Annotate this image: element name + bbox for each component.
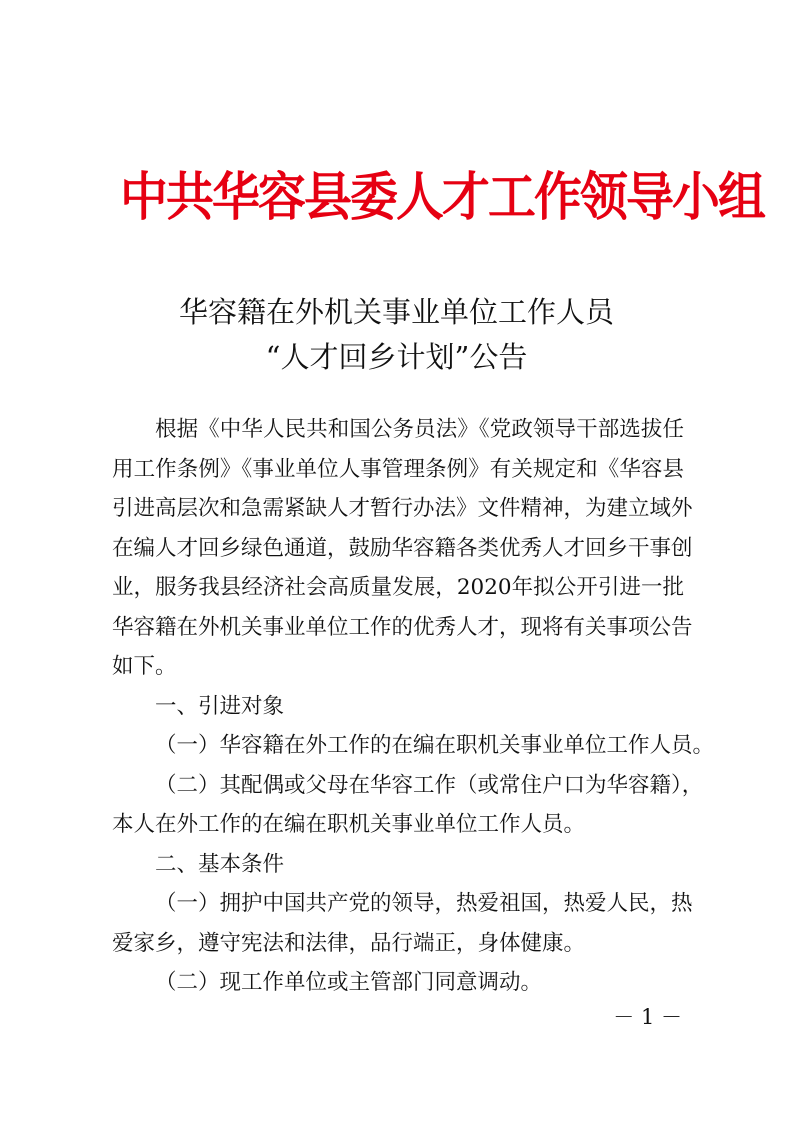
section2-item-1-line-2: 爱家乡，遵守宪法和法律，品行端正，身体健康。 <box>112 930 586 956</box>
intro-line-2: 用工作条例》《事业单位人事管理条例》有关规定和《华容县 <box>112 456 684 482</box>
section1-item-2 <box>112 766 704 845</box>
section2-item-1 <box>112 884 693 963</box>
section1-item-1-text: （一）华容籍在外工作的在编在职机关事业单位工作人员。 <box>155 733 715 758</box>
intro-line-7: 如下。 <box>112 654 177 679</box>
notice-title-line-2: “人才回乡计划”公告 <box>265 340 528 374</box>
intro-line-6: 华容籍在外机关事业单位工作的优秀人才，现将有关事项公告 <box>112 614 693 640</box>
intro-paragraph <box>112 410 693 687</box>
section-heading-recruitment-targets: 一、引进对象 <box>155 693 285 719</box>
intro-line-5: 业，服务我县经济社会高质量发展，2020年拟公开引进一批 <box>112 575 684 600</box>
document-body <box>112 410 715 1003</box>
section1-item-2-line-2: 本人在外工作的在编在职机关事业单位工作人员。 <box>112 812 586 837</box>
notice-title-line-1: 华容籍在外机关事业单位工作人员 <box>178 295 614 329</box>
section1-item-2-line-1: （二）其配偶或父母在华容工作（或常住户口为华容籍）， <box>155 772 704 798</box>
issuing-organization-header: 中共华容县委人才工作领导小组 <box>120 167 765 228</box>
section-heading-basic-conditions: 二、基本条件 <box>155 851 285 877</box>
section2-item-2-text: （二）现工作单位或主管部门同意调动。 <box>155 970 543 995</box>
intro-line-3: 引进高层次和急需紧缺人才暂行办法》文件精神，为建立域外 <box>112 496 693 521</box>
intro-line-4: 在编人才回乡绿色通道，鼓励华容籍各类优秀人才回乡干事创 <box>112 535 693 561</box>
section2-item-2 <box>112 963 684 1003</box>
page-number: － 1 － <box>613 1005 682 1029</box>
section1-item-1 <box>112 726 715 766</box>
intro-line-1: 根据《中华人民共和国公务员法》《党政领导干部选拔任 <box>155 417 684 442</box>
section2-item-1-line-1: （一）拥护中国共产党的领导，热爱祖国，热爱人民，热 <box>155 891 693 916</box>
